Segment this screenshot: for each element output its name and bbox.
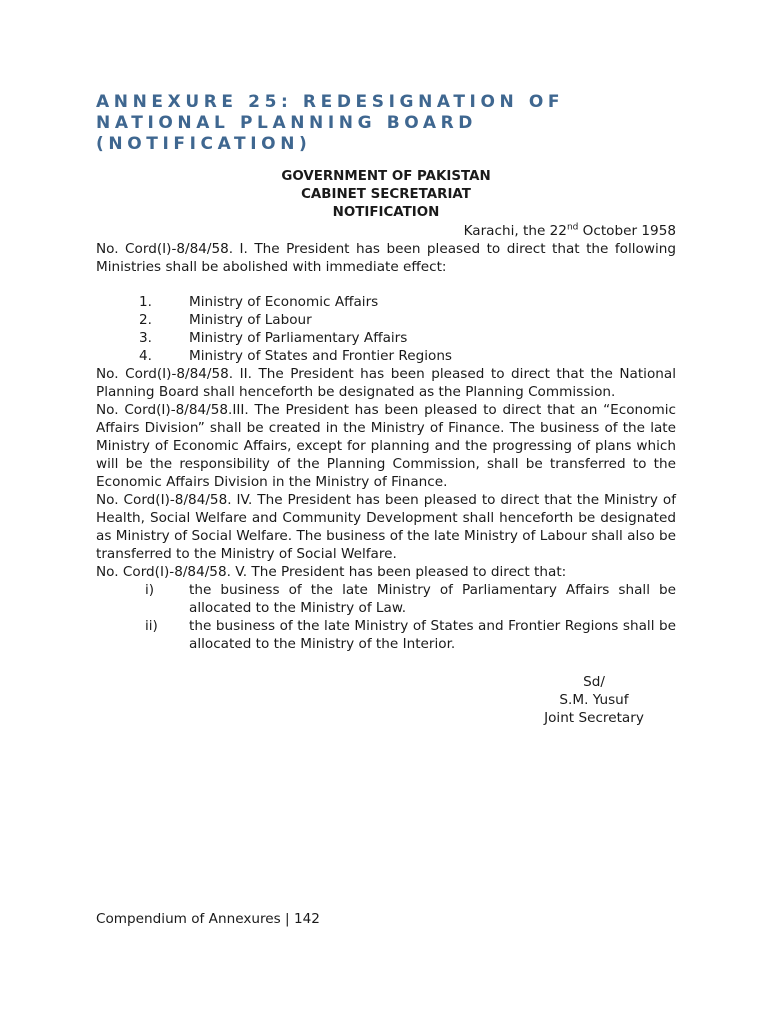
date-suffix: October 1958: [578, 223, 676, 239]
list-number: i): [145, 582, 155, 598]
list-text: Ministry of States and Frontier Regions: [189, 348, 453, 364]
list-item: [96, 311, 676, 329]
date-line: [96, 222, 676, 240]
annexure-title: [96, 92, 676, 155]
paragraph-2: No. Cord(I)-8/84/58. II. The President has been pleased to direct that the National Planning Board shall henceforth be designated as the Planning Commission.: [96, 366, 676, 400]
list-text: Ministry of Economic Affairs: [189, 294, 379, 310]
paragraph-3: No. Cord(I)-8/84/58.III. The President has been pleased to direct that an “Economic Affairs Division” shall be created in the Ministry of Finance. The business of the late Ministry of Economic Affairs, except for planning and the progressing of plans which will be the responsibility of the Planning Commission, shall be transferred to the Economic Affairs Division in the Ministry of Finance.: [96, 402, 676, 490]
list-text: the business of the late Ministry of States and Frontier Regions shall be allocated to the Ministry of the Interior.: [189, 618, 676, 652]
date-prefix: Karachi, the 22: [463, 223, 567, 239]
list-text: Ministry of Parliamentary Affairs: [189, 330, 408, 346]
list-item: [96, 581, 676, 617]
government-line: GOVERNMENT OF PAKISTAN: [281, 169, 491, 184]
signature-sd: Sd/: [583, 674, 605, 690]
list-text: Ministry of Labour: [189, 312, 312, 328]
paragraph-4: No. Cord(I)-8/84/58. IV. The President has been pleased to direct that the Ministry of Health, Social Welfare and Community Development shall henceforth be designated as Ministry of Social Welfare. The business of the late Ministry of Labour shall also be transferred to the Ministry of Social Welfare.: [96, 492, 676, 562]
date-superscript: nd: [566, 222, 579, 233]
paragraph-1: No. Cord(I)-8/84/58. I. The President has been pleased to direct that the following Ministries shall be abolished with immediate effect:: [96, 241, 676, 275]
signatory-designation: Joint Secretary: [544, 710, 644, 726]
title-line-1: ANNEXURE 25: REDESIGNATION OF: [96, 92, 565, 112]
notification-line: NOTIFICATION: [332, 205, 440, 220]
list-number: 1.: [139, 294, 152, 310]
list-item: [96, 329, 676, 347]
title-line-3: (NOTIFICATION): [96, 134, 312, 154]
notification-heading: [96, 168, 676, 222]
paragraph-5: No. Cord(I)-8/84/58. V. The President has been pleased to direct that:: [96, 564, 567, 580]
list-number: ii): [145, 618, 158, 634]
allocation-list: [96, 581, 676, 653]
list-text: the business of the late Ministry of Parliamentary Affairs shall be allocated to the Ministry of Law.: [189, 582, 676, 616]
signature-block: [499, 673, 689, 727]
title-line-2: NATIONAL PLANNING BOARD: [96, 113, 478, 133]
abolished-ministries-list: [96, 293, 676, 365]
page-footer: Compendium of Annexures | 142: [96, 911, 320, 927]
document-page: [96, 92, 676, 727]
list-number: 2.: [139, 312, 152, 328]
signatory-name: S.M. Yusuf: [559, 692, 629, 708]
list-item: [96, 347, 676, 365]
secretariat-line: CABINET SECRETARIAT: [301, 187, 471, 202]
list-number: 4.: [139, 348, 152, 364]
list-number: 3.: [139, 330, 152, 346]
list-item: [96, 617, 676, 653]
list-item: [96, 293, 676, 311]
